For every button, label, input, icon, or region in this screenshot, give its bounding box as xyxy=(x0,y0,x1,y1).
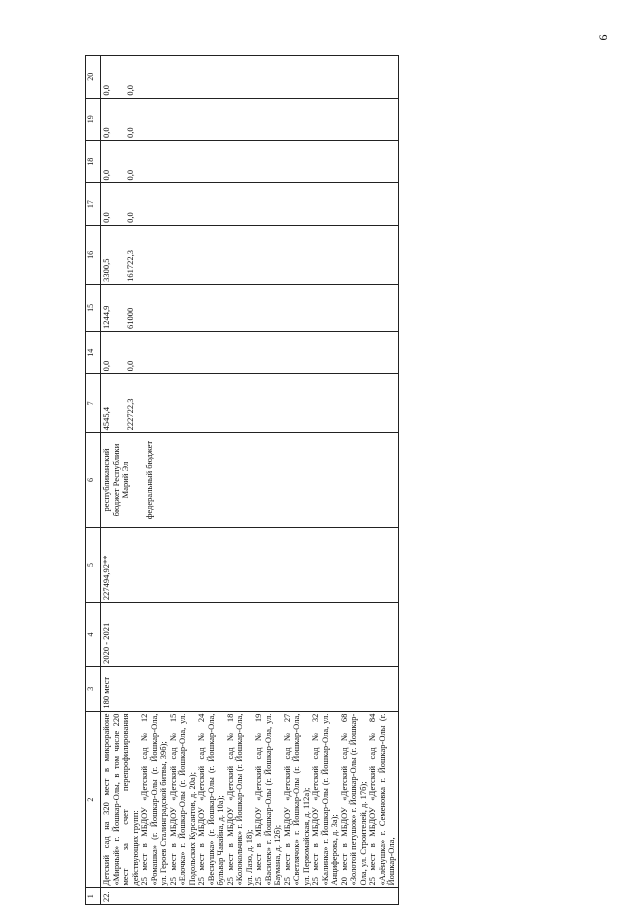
value: 0,0 xyxy=(124,127,135,138)
description-line: Детский сад на 320 мест в микрорайоне «Мирный» г. Йошкар-Олы, в том числе 220 мест за счет перепрофилирования действующих групп: xyxy=(101,713,140,886)
value: 0,0 xyxy=(124,360,135,372)
header-cell: 14 xyxy=(86,331,101,373)
funding-source-name: республиканский бюджет Республики Марий Эл xyxy=(101,443,131,517)
value-cell-15 xyxy=(101,284,399,331)
table-row xyxy=(101,56,399,905)
value: 0,0 xyxy=(101,127,111,138)
value-cell-18 xyxy=(101,141,399,183)
header-cell: 4 xyxy=(86,603,101,667)
value-cell-17 xyxy=(101,183,399,225)
funding-source-cell xyxy=(101,433,399,527)
description-line: 25 мест в МБДОУ «Детский сад № 19 «Василек» г. Йошкар-Олы (г. Йошкар-Ола, ул. Баумана, д. 12б); xyxy=(253,713,283,886)
header-cell: 2 xyxy=(86,711,101,888)
header-cell: 6 xyxy=(86,433,101,527)
header-cell: 1 xyxy=(86,888,101,905)
value: 0,0 xyxy=(124,169,135,181)
header-cell: 3 xyxy=(86,666,101,711)
header-cell: 19 xyxy=(86,98,101,140)
value: 3300,5 xyxy=(101,258,111,282)
header-row xyxy=(86,56,101,905)
description-line: 25 мест в МБДОУ «Детский сад № 12 «Ромашка» (г. Йошкар-Олы (г. Йошкар-Ола, ул. Героев Сталинградской битвы, 39б); xyxy=(139,713,169,886)
description-line: 25 мест в МБДОУ «Детский сад № 18 «Колокольчик» г. Йошкар-Олы (г. Йошкар-Ола, ул. Лазо, д. 18); xyxy=(224,713,254,886)
header-cell: 16 xyxy=(86,225,101,284)
value: 0,0 xyxy=(124,84,135,96)
page-number: 9 xyxy=(596,34,611,41)
funding-source-name: федеральный бюджет xyxy=(143,440,154,520)
header-cell: 17 xyxy=(86,183,101,225)
header-cell: 5 xyxy=(86,527,101,602)
value-cell-14 xyxy=(101,331,399,373)
years-cell: 2020 - 2021 xyxy=(101,603,399,667)
value: 0,0 xyxy=(124,212,135,223)
value: 161722,3 xyxy=(124,249,135,282)
value-cell-7 xyxy=(101,374,399,433)
total-cost-cell: 227494,92** xyxy=(101,527,399,602)
description-line: 25 мест в МБДОУ «Детский сад № 15 «Елочка» г. Йошкар-Олы (г. Йошкар-Ола, ул. Подольских Курсантов, д. 20а); xyxy=(167,713,197,886)
row-number: 22. xyxy=(101,888,399,905)
capacity-cell: 180 мест xyxy=(101,666,399,711)
header-cell: 15 xyxy=(86,284,101,331)
rotated-page xyxy=(85,55,605,905)
header-cell: 18 xyxy=(86,141,101,183)
value: 4545,4 xyxy=(101,407,111,431)
value: 222722,3 xyxy=(124,398,135,431)
value: 0,0 xyxy=(101,360,111,372)
description-line: 25 мест в МБДОУ «Детский сад № 27 «Светлячок» г. Йошкар-Олы (г. Йошкар-Ола, ул. Первомайская, д. 112а); xyxy=(281,713,311,886)
description-line: 20 мест в МБДОУ «Детский сад № 68 «Золотой петушок» г. Йошкар-Олы (г. Йошкар-Ола, ул. Строителей, д. 17б); xyxy=(338,713,368,886)
object-description xyxy=(101,711,399,888)
funding-table xyxy=(85,55,399,905)
header-cell: 20 xyxy=(86,56,101,99)
value: 0,0 xyxy=(101,212,111,223)
value-cell-19 xyxy=(101,98,399,140)
value: 0,0 xyxy=(101,169,111,181)
value: 0,0 xyxy=(101,84,111,96)
header-cell: 7 xyxy=(86,374,101,433)
value-cell-20 xyxy=(101,56,399,99)
value: 1244,9 xyxy=(101,305,111,329)
description-line: 25 мест в МБДОУ «Детский сад № 32 «Калинка» г. Йошкар-Олы (г. Йошкар-Ола, ул. Анциферова, д. 3а); xyxy=(310,713,340,886)
description-line: 25 мест в МБДОУ «Детский сад № 84 «Алёнушка» г. Семеновка г. Йошкар-Олы (г. Йошкар-Ола, xyxy=(367,713,397,886)
description-line: 25 мест в МБДОУ «Детский сад № 24 «Веснушка» (г. Йошкар-Олы (г. Йошкар-Ола, бульвар Чавайна, д. 10а); xyxy=(196,713,226,886)
value: 61000 xyxy=(124,307,135,329)
value-cell-16 xyxy=(101,225,399,284)
